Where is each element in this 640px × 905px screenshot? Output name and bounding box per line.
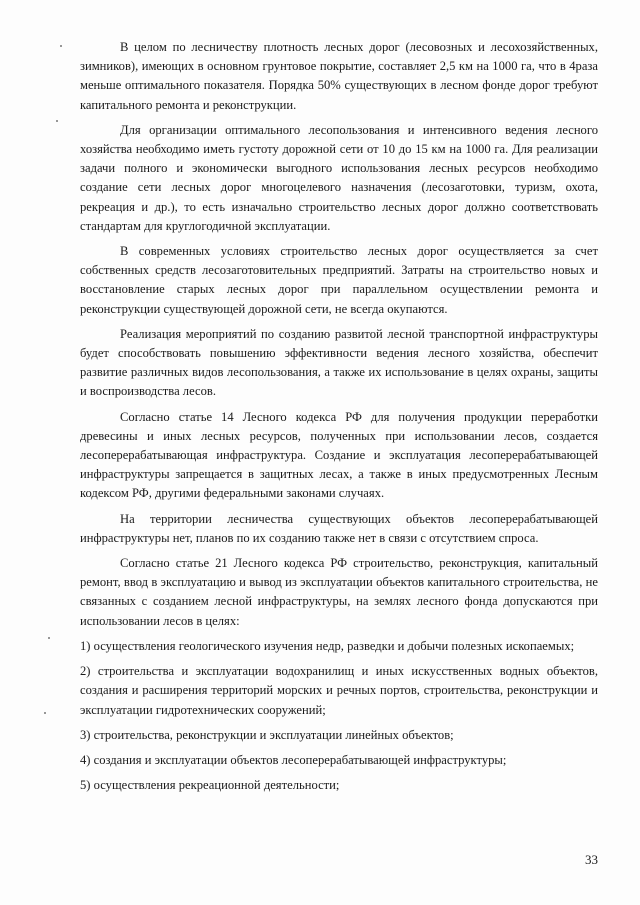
paragraph: В современных условиях строительство лесных дорог осуществляется за счет собственных средств лесозаготовительных предприятий. Затраты на строительство новых и восстановление старых лесных дорог при параллельном осуществлении ремонта и реконструкции существующей дорожной сети, не всегда окупаются. bbox=[80, 244, 598, 316]
scan-speck bbox=[44, 712, 46, 714]
scan-speck bbox=[56, 120, 58, 122]
paragraph: На территории лесничества существующих объектов лесоперерабатывающей инфраструктуры нет, планов по их созданию также нет в связи с отсутствием спроса. bbox=[80, 511, 598, 545]
scan-speck bbox=[60, 45, 62, 47]
scan-speck bbox=[48, 637, 50, 639]
page-number: 33 bbox=[585, 852, 598, 867]
document-body bbox=[80, 38, 598, 801]
list-item: 2) строительства и эксплуатации водохранилищ и иных искусственных водных объектов, создания и расширения территорий морских и речных портов, строительства, реконструкции и эксплуатации гидротехнических сооружений; bbox=[80, 664, 598, 717]
paragraph: В целом по лесничеству плотность лесных дорог (лесовозных и лесохозяйственных, зимников), имеющих в основном грунтовое покрытие, составляет 2,5 км на 1000 га, что в 4раза меньше оптимального показателя. Порядка 50% существующих в лесном фонде дорог требуют капитального ремонта и реконструкции. bbox=[80, 40, 598, 112]
paragraph: Реализация мероприятий по созданию развитой лесной транспортной инфраструктуры будет способствовать повышению эффективности ведения лесного хозяйства, обеспечит развитие различных видов лесопользования, а также их использование в целях охраны, защиты и воспроизводства лесов. bbox=[80, 326, 598, 399]
list-item: 5) осуществления рекреационной деятельности; bbox=[80, 778, 340, 793]
paragraph: Согласно статье 14 Лесного кодекса РФ для получения продукции переработки древесины и иных лесных ресурсов, полученных при использовании лесов, создается лесоперерабатывающая инфраструктура. Создание и эксплуатация лесоперерабатывающей инфраструктуры запрещается в защитных лесах, а также в иных предусмотренных Лесным кодексом РФ, другими федеральными законами случаях. bbox=[80, 409, 598, 501]
paragraph: Для организации оптимального лесопользования и интенсивного ведения лесного хозяйства необходимо иметь густоту дорожной сети от 10 до 15 км на 1000 га. Для реализации задачи полного и экономически выгодного использования лесных ресурсов необходимо создание сети лесных дорог многоцелевого назначения (лесозаготовки, туризм, охота, рекреация и др.), то есть изначально строительство лесных дорог должно соответствовать стандартам для круглогодичной эксплуатации. bbox=[80, 122, 598, 233]
list-item: 1) осуществления геологического изучения недр, разведки и добычи полезных ископаемых; bbox=[80, 638, 575, 653]
list-item: 4) создания и эксплуатации объектов лесоперерабатывающей инфраструктуры; bbox=[80, 752, 507, 767]
paragraph: Согласно статье 21 Лесного кодекса РФ строительство, реконструкция, капитальный ремонт, ввод в эксплуатацию и вывод из эксплуатации объектов капитального строительства, не связанных с созданием лесной инфраструктуры, на землях лесного фонда допускаются при использовании лесов в целях: bbox=[80, 556, 598, 628]
list-item: 3) строительства, реконструкции и эксплуатации линейных объектов; bbox=[80, 727, 454, 742]
